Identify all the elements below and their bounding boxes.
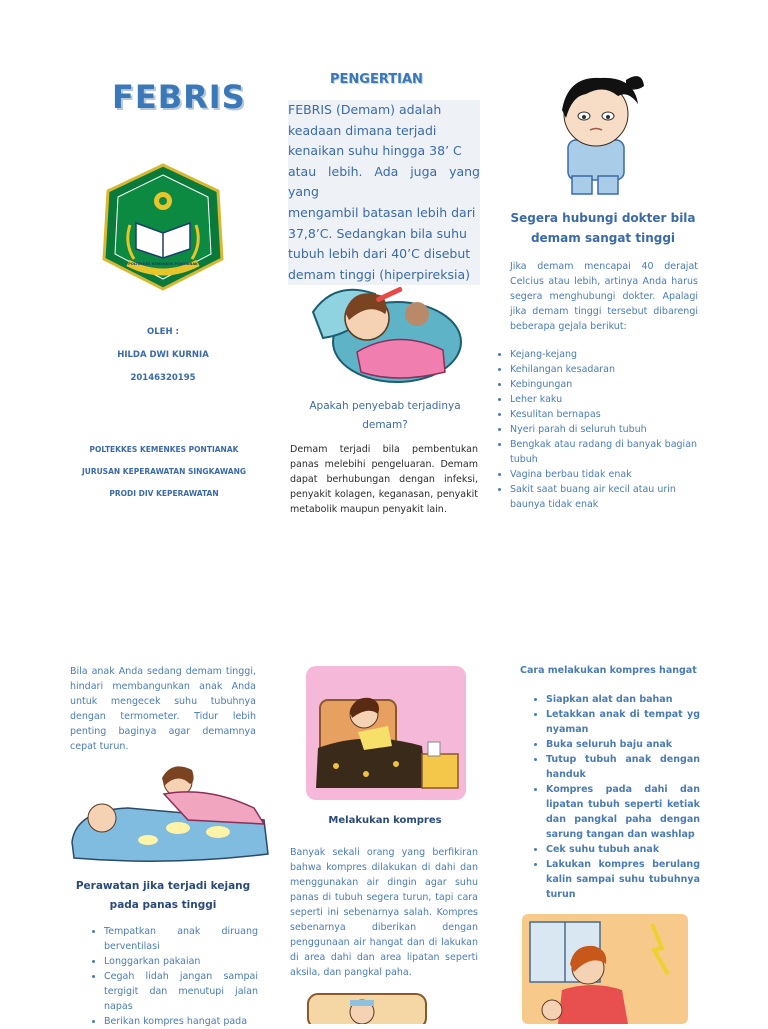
list-item: • Buka seluruh baju anak [546,737,700,752]
list-item: • Siapkan alat dan bahan [546,692,700,707]
definition-line: keadaan dimana terjadi [288,121,480,142]
girl-in-bed-illustration [306,666,466,800]
institution-name: POLTEKKES KEMENKES PONTIANAK [89,445,239,454]
mother-thermometer-illustration [522,914,688,1024]
author-label: OLEH : [147,327,179,337]
compress-text: Banyak sekali orang yang berfikiran bahwa kompres dilakukan di dahi dan menggunakan air dingin agar suhu panas di tubuh segera turun, tapi cara seperti ini sebenarnya salah. Kompres sebenarnya diberikan dengan penggunaan air hangat dan di lakukan di area dahi dan area lipatan seperti aksila, dan pangkal paha. [290,847,478,978]
sad-girl-illustration [538,70,668,198]
department-name: JURUSAN KEPERAWATAN SINGKAWANG [81,467,247,476]
warm-compress-heading: Cara melakukan kompres hangat [520,665,697,676]
brochure-title: FEBRIS [112,78,246,116]
author-nim: 20146320195 [130,373,196,383]
mother-child-illustration [68,762,272,866]
list-item: • Kebingungan [510,377,700,392]
list-item: • Letakkan anak di tempat yg nyaman [546,707,700,737]
compress-heading: Melakukan kompres [328,815,442,826]
doctor-intro-text: Jika demam mencapai 40 derajat Celcius atau lebih, artinya Anda harus segera menghubungi dokter. Apalagi jika demam tinggi tersebut dibarengi beberapa gejala berikut: [510,261,698,332]
definition-line: kenaikan suhu hingga 38’ C [288,141,480,162]
program-name: PRODI DIV KEPERAWATAN [109,489,219,498]
list-item: • Bengkak atau radang di banyak bagian tubuh [510,437,700,467]
doctor-heading: Segera hubungi dokter bila demam sangat tinggi [510,211,696,245]
list-item: • Kejang-kejang [510,347,700,362]
seizure-care-list [88,924,258,1029]
warm-compress-steps [530,692,700,902]
author-name: HILDA DWI KURNIA [117,350,209,360]
sick-child-illustration [305,272,463,388]
list-item: • Nyeri parah di seluruh tubuh [510,422,700,437]
list-item: • Sakit saat buang air kecil atau urin baunya tidak enak [510,482,700,512]
symptoms-list [494,347,700,512]
list-item: • Lakukan kompres berulang kalin sampai suhu tubuhnya turun [546,857,700,902]
seizure-care-heading: Perawatan jika terjadi kejang pada panas tinggi [75,880,251,911]
list-item: • Cegah lidah jangan sampai tergigit dan menutupi jalan napas [104,969,258,1014]
section-heading-pengertian: PENGERTIAN [330,72,423,87]
definition-text [288,100,480,285]
definition-line: FEBRIS (Demam) adalah [288,100,480,121]
institution-logo [100,163,226,291]
logo-banner-text: POLTEKKES KEMENKES PONTIANAK [128,262,198,266]
cause-text: Demam terjadi bila pembentukan panas melebihi pengeluaran. Demam dapat berhubungan dengan infeksi, penyakit kolagen, keganasan, penyakit metabolik maupun penyakit lain. [290,444,478,515]
list-item: • Berikan kompres hangat pada [104,1014,258,1029]
definition-line: demam tinggi (hiperpireksia) [288,265,480,286]
list-item: • Leher kaku [510,392,700,407]
definition-line: mengambil batasan lebih dari [288,203,480,224]
definition-line: atau lebih. Ada juga yang yang [288,162,480,203]
sick-child-bed-illustration-2 [304,990,430,1024]
list-item: • Kesulitan bernapas [510,407,700,422]
list-item: • Tutup tubuh anak dengan handuk [546,752,700,782]
list-item: • Tempatkan anak diruang berventilasi [104,924,258,954]
sleep-advice-text: Bila anak Anda sedang demam tinggi, hindari membangunkan anak Anda untuk mengecek suhu tubuhnya dengan termometer. Tidur lebih penting baginya agar demamnya cepat turun. [70,666,256,752]
list-item: • Vagina berbau tidak enak [510,467,700,482]
question-heading: Apakah penyebab terjadinya demam? [309,400,461,431]
definition-line: tubuh lebih dari 40’C disebut [288,244,480,265]
list-item: • Kompres pada dahi dan lipatan tubuh seperti ketiak dan pangkal paha dengan sarung tangan dan washlap [546,782,700,842]
list-item: • Cek suhu tubuh anak [546,842,700,857]
list-item: • Longgarkan pakaian [104,954,258,969]
list-item: • Kehilangan kesadaran [510,362,700,377]
definition-line: 37,8’C. Sedangkan bila suhu [288,224,480,245]
